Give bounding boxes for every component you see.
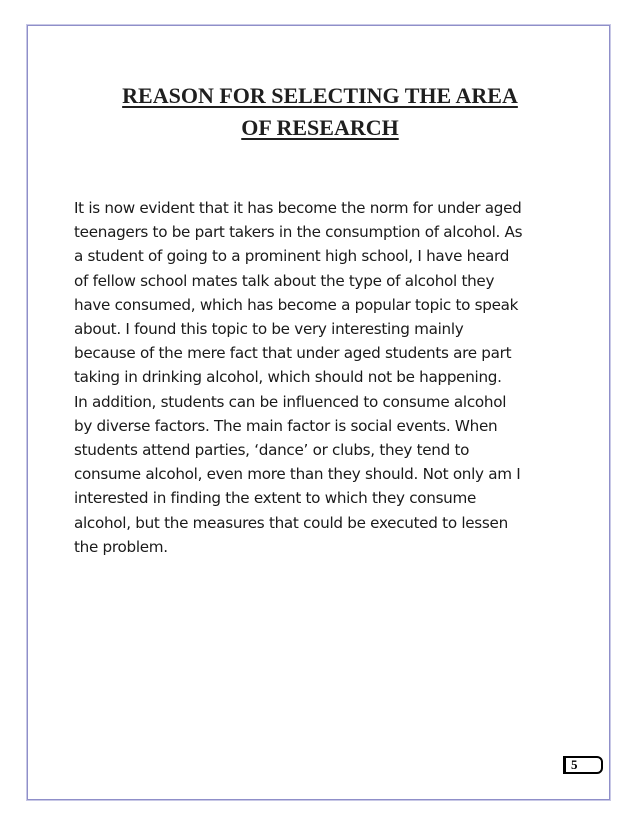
- paragraph-line: about. I found this topic to be very interesting mainly: [74, 320, 464, 339]
- paragraph-line: alcohol, but the measures that could be executed to lessen: [74, 513, 508, 532]
- paragraph-line: of fellow school mates talk about the type of alcohol they: [74, 271, 495, 290]
- body-paragraph: [74, 196, 574, 559]
- page-number-badge: [563, 756, 603, 774]
- page-title: [60, 80, 580, 144]
- paragraph-line: by diverse factors. The main factor is social events. When: [74, 416, 498, 435]
- paragraph-line: teenagers to be part takers in the consumption of alcohol. As: [74, 223, 523, 242]
- paragraph-line: interested in finding the extent to which they consume: [74, 489, 477, 508]
- paragraph-line: taking in drinking alcohol, which should not be happening.: [74, 368, 502, 387]
- paragraph-line: a student of going to a prominent high school, I have heard: [74, 247, 510, 266]
- page-number: 5: [571, 757, 578, 772]
- paragraph-line: It is now evident that it has become the norm for under aged: [74, 199, 522, 217]
- paragraph-line: have consumed, which has become a popular topic to speak: [74, 295, 519, 314]
- paragraph-line: the problem.: [74, 537, 168, 556]
- title-line-1: REASON FOR SELECTING THE AREA: [122, 83, 518, 108]
- paragraph-line: In addition, students can be influenced to consume alcohol: [74, 392, 507, 411]
- paragraph-line: because of the mere fact that under aged students are part: [74, 344, 512, 363]
- paragraph-line: students attend parties, ‘dance’ or clubs, they tend to: [74, 441, 470, 460]
- title-line-2: OF RESEARCH: [241, 115, 399, 140]
- paragraph-line: consume alcohol, even more than they should. Not only am I: [74, 465, 521, 484]
